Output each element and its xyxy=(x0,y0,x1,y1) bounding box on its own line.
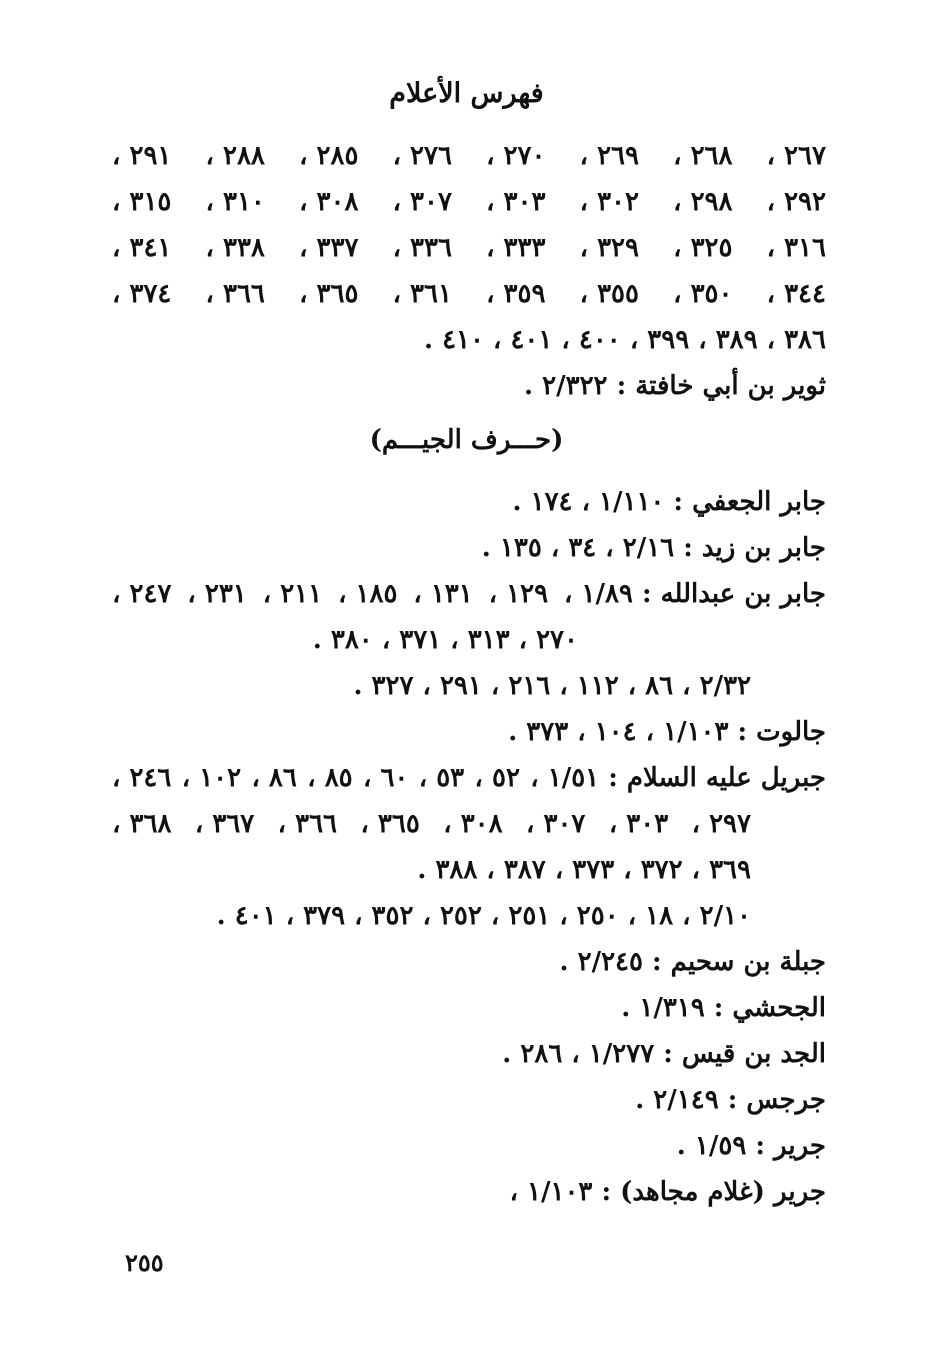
page-ref: ٣٣٨ ، xyxy=(205,233,265,263)
page-header: فهرس الأعلام xyxy=(389,78,544,109)
index-entry-jarir-ghulam: جرير (غلام مجاهد) : ١/١٠٣ ، xyxy=(509,1177,826,1207)
page-ref: ٣٦١ ، xyxy=(392,279,452,309)
page-ref: ٣٧٤ ، xyxy=(112,279,172,309)
page-ref: ٣٤١ ، xyxy=(112,233,172,263)
index-entry-jabir-abdullah-vol2: ٢/٣٢ ، ٨٦ ، ١١٢ ، ٢١٦ ، ٢٩١ ، ٣٢٧ . xyxy=(353,671,751,701)
page-ref: ٥٢ ، xyxy=(474,763,520,793)
page-ref: ٣٤٤ ، xyxy=(766,279,826,309)
page-ref: ٣٦٥ ، xyxy=(299,279,359,309)
page-ref: ٢٦٩ ، xyxy=(579,141,639,171)
index-entry-thuwayr: ثوير بن أبي خافتة : ٢/٣٢٢ . xyxy=(524,371,826,401)
page-ref: ٣٢٥ ، xyxy=(673,233,733,263)
continuation-row-2 xyxy=(112,179,826,225)
index-entry-jibril-cont-1 xyxy=(112,801,751,847)
continuation-row-1 xyxy=(112,133,826,179)
page-ref: ٣٣٧ ، xyxy=(299,233,359,263)
continuation-row-4 xyxy=(112,271,826,317)
page-ref: ٣٥٠ ، xyxy=(673,279,733,309)
page-ref: ٣٦٨ ، xyxy=(112,809,172,839)
page-ref: ٦٠ ، xyxy=(363,763,409,793)
continuation-row-5: ٣٨٦ ، ٣٨٩ ، ٣٩٩ ، ٤٠٠ ، ٤٠١ ، ٤١٠ . xyxy=(423,325,826,355)
page-ref: ٢٧٦ ، xyxy=(392,141,452,171)
page-ref: ٣٦٥ ، xyxy=(360,809,420,839)
page-ref: ٣٥٥ ، xyxy=(579,279,639,309)
page-ref: ٢٧٠ ، xyxy=(486,141,546,171)
index-entry-jabir-zayd: جابر بن زيد : ٢/١٦ ، ٣٤ ، ١٣٥ . xyxy=(481,533,826,563)
page-ref: ٣٠٢ ، xyxy=(579,187,639,217)
page-ref: ٣٠٧ ، xyxy=(392,187,452,217)
index-entry-jurjis: جرجس : ٢/١٤٩ . xyxy=(635,1085,826,1115)
page-ref: ٨٦ ، xyxy=(251,763,297,793)
page-number: ٢٥٥ xyxy=(125,1248,164,1277)
page-ref: ٣١٦ ، xyxy=(766,233,826,263)
index-entry-jarir: جرير : ١/٥٩ . xyxy=(676,1131,826,1161)
page-ref: ٢١١ ، xyxy=(262,579,323,609)
page-ref: ٢٩٢ ، xyxy=(766,187,826,217)
index-entry-jibril-vol2: ٢/١٠ ، ١٨ ، ٢٥٠ ، ٢٥١ ، ٢٥٢ ، ٣٥٢ ، ٣٧٩ ، ٤٠١ . xyxy=(216,901,751,931)
index-entry-jibril xyxy=(112,755,826,801)
page-ref: ٣٠٣ ، xyxy=(608,809,669,839)
index-entry-jadd: الجد بن قيس : ١/٢٧٧ ، ٢٨٦ . xyxy=(502,1039,826,1069)
page-ref: ٣٢٩ ، xyxy=(579,233,639,263)
page-ref: ٢٤٧ ، xyxy=(112,579,172,609)
page-ref: ٥٣ ، xyxy=(418,763,465,793)
index-entry-jabir-jufi: جابر الجعفي : ١/١١٠ ، ١٧٤ . xyxy=(512,487,826,517)
index-entry-jahshi: الجحشي : ١/٣١٩ . xyxy=(621,993,826,1023)
index-entry-jabir-abdullah xyxy=(112,571,826,617)
page-ref: ٣١٠ ، xyxy=(205,187,265,217)
page-ref: ٣١٥ ، xyxy=(112,187,172,217)
page-ref: ٢٣١ ، xyxy=(187,579,247,609)
section-heading-jim: (حـــرف الجيـــم) xyxy=(369,425,564,455)
page-ref: ٢٩٨ ، xyxy=(673,187,733,217)
page-ref: ٢٨٨ ، xyxy=(205,141,265,171)
page-ref: ٣٦٧ ، xyxy=(194,809,255,839)
page-ref: ١٣١ ، xyxy=(413,579,473,609)
page-ref: ٣٦٦ ، xyxy=(277,809,338,839)
continuation-row-3 xyxy=(112,225,826,271)
page-ref: ٣٠٧ ، xyxy=(526,809,586,839)
page-ref: ٢٦٨ ، xyxy=(673,141,733,171)
page-ref: ٣٣٦ ، xyxy=(392,233,452,263)
index-entry-jabala: جبلة بن سحيم : ٢/٢٤٥ . xyxy=(559,947,826,977)
index-entry-jibril-cont-2: ٣٦٩ ، ٣٧٢ ، ٣٧٣ ، ٣٨٧ ، ٣٨٨ . xyxy=(417,855,751,885)
page-ref: ٢٨٥ ، xyxy=(299,141,359,171)
page-ref: ١٠٢ ، xyxy=(181,763,242,793)
page-ref: ٢٩٧ ، xyxy=(691,809,751,839)
index-entry-jabir-abdullah-cont: ٢٧٠ ، ٣١٣ ، ٣٧١ ، ٣٨٠ . xyxy=(312,625,578,655)
page-ref: ٢٦٧ ، xyxy=(766,141,826,171)
page-ref: ٣٠٨ ، xyxy=(299,187,359,217)
page-ref: ٣٥٩ ، xyxy=(486,279,546,309)
entry-head: جابر بن عبدالله : ١/٨٩ ، xyxy=(564,579,826,609)
page-ref: ٣٠٣ ، xyxy=(486,187,546,217)
page-ref: ٣٦٦ ، xyxy=(205,279,265,309)
page-ref: ٨٥ ، xyxy=(307,763,353,793)
page-ref: ١٨٥ ، xyxy=(338,579,398,609)
page-ref: ٣٠٨ ، xyxy=(443,809,503,839)
page-ref: ٢٩١ ، xyxy=(112,141,172,171)
page-ref: ٢٤٦ ، xyxy=(112,763,172,793)
page-ref: ٣٣٣ ، xyxy=(486,233,546,263)
index-entry-jalut: جالوت : ١/١٠٣ ، ١٠٤ ، ٣٧٣ . xyxy=(508,717,826,747)
page-ref: ١٢٩ ، xyxy=(488,579,549,609)
entry-head: جبريل عليه السلام : ١/٥١ ، xyxy=(530,763,826,793)
